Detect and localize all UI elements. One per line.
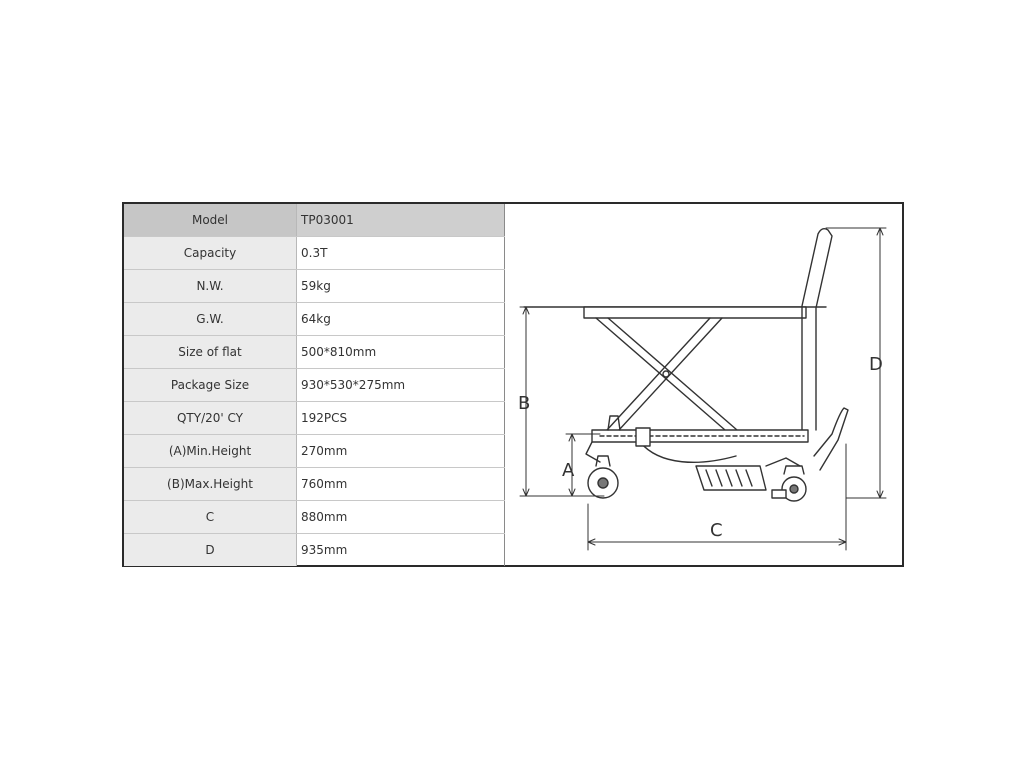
table-row (124, 501, 505, 534)
table-row (124, 369, 505, 402)
dimension-label-a: A (562, 460, 575, 481)
spec-sheet (122, 202, 904, 567)
table-row (124, 204, 505, 237)
spec-label: Package Size (124, 369, 297, 402)
spec-value: TP03001 (297, 204, 505, 237)
spec-value: 192PCS (297, 402, 505, 435)
spec-label: QTY/20' CY (124, 402, 297, 435)
spec-label: G.W. (124, 303, 297, 336)
table-row (124, 303, 505, 336)
spec-value: 64kg (297, 303, 505, 336)
spec-label: N.W. (124, 270, 297, 303)
push-handle (802, 229, 832, 430)
spec-value: 930*530*275mm (297, 369, 505, 402)
spec-value: 500*810mm (297, 336, 505, 369)
spec-value: 935mm (297, 534, 505, 567)
spec-label: (B)Max.Height (124, 468, 297, 501)
front-wheel (588, 456, 618, 498)
spec-value: 880mm (297, 501, 505, 534)
scissor-arms (596, 318, 737, 430)
table-row (124, 534, 505, 567)
spec-label: Size of flat (124, 336, 297, 369)
table-row (124, 270, 505, 303)
platform (524, 307, 826, 318)
spec-value: 270mm (297, 435, 505, 468)
spec-label: Capacity (124, 237, 297, 270)
table-row (124, 336, 505, 369)
rear-wheel (772, 466, 806, 501)
dimension-label-b: B (518, 393, 531, 414)
table-row (124, 402, 505, 435)
dimension-label-d: D (869, 354, 883, 375)
spec-value: 760mm (297, 468, 505, 501)
table-row (124, 435, 505, 468)
lift-table-drawing (500, 204, 902, 565)
table-row (124, 237, 505, 270)
spec-value: 0.3T (297, 237, 505, 270)
spec-label: (A)Min.Height (124, 435, 297, 468)
spec-table (124, 204, 505, 566)
table-row (124, 468, 505, 501)
spec-label: C (124, 501, 297, 534)
lift-table-diagram (500, 204, 902, 565)
spec-label: Model (124, 204, 297, 237)
spec-value: 59kg (297, 270, 505, 303)
spec-label: D (124, 534, 297, 567)
dimension-label-c: C (710, 520, 723, 541)
base-frame (586, 416, 808, 462)
